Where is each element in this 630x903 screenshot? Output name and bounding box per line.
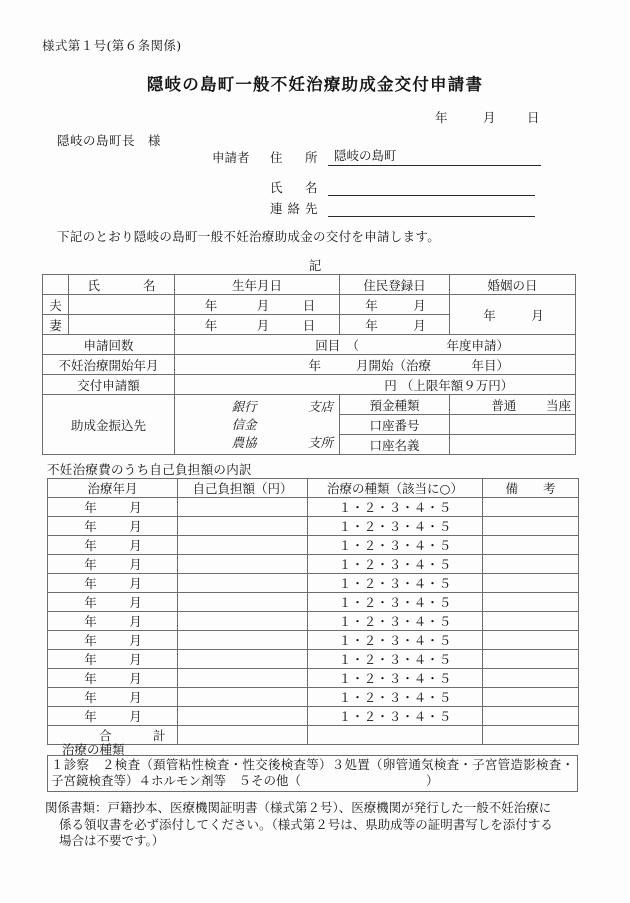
wife-residence-cell[interactable] <box>340 315 450 335</box>
table-row-application-count <box>43 335 576 355</box>
page-title: 隠岐の島町一般不妊治療助成金交付申請書 <box>146 75 484 94</box>
applicant-contact-label: 連絡先 <box>270 201 323 216</box>
treatment-month-cell[interactable] <box>48 612 178 631</box>
self-payment-cell[interactable] <box>178 574 308 593</box>
table-row <box>48 688 579 707</box>
treatment-start-value[interactable] <box>175 355 576 375</box>
treatment-month-label: 月 <box>129 671 142 686</box>
table-row <box>48 650 579 669</box>
treatment-month-cell[interactable] <box>48 555 178 574</box>
remarks-cell[interactable] <box>483 612 579 631</box>
amount-value[interactable] <box>175 375 576 395</box>
table-row-husband <box>43 295 576 315</box>
date-month-label: 月 <box>483 110 496 125</box>
treatment-kind-cell[interactable]: １・２・３・４・５ <box>308 650 483 669</box>
table-row <box>48 517 579 536</box>
required-documents-notes <box>45 800 581 850</box>
table-row-transfer-1 <box>43 395 576 415</box>
applicant-address-label: 住 所 <box>270 150 323 165</box>
total-kind-cell <box>308 726 483 745</box>
self-payment-cell[interactable] <box>178 612 308 631</box>
husband-residence-year: 年 <box>365 297 378 313</box>
transfer-label: 助成金振込先 <box>43 395 175 455</box>
bank-type-nokyo: 農協 <box>231 434 257 450</box>
treatment-year-label: 年 <box>84 671 97 686</box>
bank-type-shinkin: 信金 <box>231 416 257 432</box>
col-head-blank <box>43 275 69 295</box>
husband-residence-month: 月 <box>413 297 426 313</box>
application-count-value[interactable] <box>175 335 576 355</box>
form-number: 様式第１号(第６条関係) <box>42 38 182 53</box>
table-row <box>48 498 579 517</box>
account-number-value[interactable] <box>450 415 576 435</box>
treatment-kind-cell[interactable]: １・２・３・４・５ <box>308 631 483 650</box>
bank-type-bank: 銀行 <box>231 398 257 414</box>
treatment-month-cell[interactable] <box>48 536 178 555</box>
treatment-year-label: 年 <box>84 614 97 629</box>
self-payment-cell[interactable] <box>178 536 308 555</box>
remarks-cell[interactable] <box>483 517 579 536</box>
self-payment-cell[interactable] <box>178 517 308 536</box>
treatment-month-cell[interactable] <box>48 631 178 650</box>
amount-label: 交付申請額 <box>43 375 175 395</box>
treatment-month-label: 月 <box>129 614 142 629</box>
table-row-amount <box>43 375 576 395</box>
remarks-cell[interactable] <box>483 536 579 555</box>
treatment-start-month: 月開始（治療 <box>355 357 431 373</box>
total-label-part-2: 計 <box>152 728 166 743</box>
treatment-month-label: 月 <box>129 500 142 515</box>
account-type-futsu[interactable]: 普通 <box>491 397 517 413</box>
wife-birth-day: 日 <box>302 317 316 333</box>
treatment-month-label: 月 <box>129 557 142 572</box>
treatment-kind-cell[interactable]: １・２・３・４・５ <box>308 688 483 707</box>
table-row <box>48 707 579 726</box>
husband-birth-month: 月 <box>256 297 270 313</box>
col-head-marriage-date: 婚姻の日 <box>450 275 576 295</box>
self-payment-cell[interactable] <box>178 688 308 707</box>
treatment-month-cell[interactable] <box>48 669 178 688</box>
self-payment-cell[interactable] <box>178 707 308 726</box>
husband-name-cell[interactable] <box>69 295 175 315</box>
treatment-month-cell[interactable] <box>48 707 178 726</box>
application-count-label: 申請回数 <box>43 335 175 355</box>
application-statement: 下記のとおり隠岐の島町一般不妊治療助成金の交付を申請します。 <box>57 229 441 244</box>
date-day-label: 日 <box>527 110 540 125</box>
row-label-husband: 夫 <box>43 295 69 315</box>
breakdown-caption: 不妊治療費のうち自己負担額の内訳 <box>47 462 252 477</box>
wife-birth-year: 年 <box>204 317 218 333</box>
applicant-contact-field[interactable] <box>328 215 535 217</box>
treatment-kind-cell[interactable]: １・２・３・４・５ <box>308 593 483 612</box>
treatment-kind-cell[interactable]: １・２・３・４・５ <box>308 669 483 688</box>
treatment-kind-cell[interactable]: １・２・３・４・５ <box>308 707 483 726</box>
treatment-year-label: 年 <box>84 576 97 591</box>
account-type-toza[interactable]: 当座 <box>545 397 571 413</box>
treatment-year-label: 年 <box>84 538 97 553</box>
treatment-month-cell[interactable] <box>48 688 178 707</box>
treatment-kind-cell[interactable]: １・２・３・４・５ <box>308 612 483 631</box>
table-row <box>48 631 579 650</box>
treatment-year-label: 年 <box>84 652 97 667</box>
husband-birth-year: 年 <box>204 297 218 313</box>
table-header-row <box>43 275 576 295</box>
self-payment-cell[interactable] <box>178 555 308 574</box>
applicant-address-row <box>212 145 541 166</box>
self-payment-cell[interactable] <box>178 631 308 650</box>
treatment-month-label: 月 <box>129 690 142 705</box>
treatment-kind-cell[interactable]: １・２・３・４・５ <box>308 498 483 517</box>
remarks-cell[interactable] <box>483 650 579 669</box>
table-row <box>48 612 579 631</box>
marriage-month: 月 <box>531 307 544 323</box>
account-number-label: 口座番号 <box>340 415 450 435</box>
wife-birthdate-cell[interactable] <box>175 315 340 335</box>
treatment-year-label: 年 <box>84 595 97 610</box>
table-row <box>48 555 579 574</box>
table-row <box>48 536 579 555</box>
addressee: 隠岐の島町長 様 <box>57 133 162 148</box>
table-row-treatment-start <box>43 355 576 375</box>
table-row <box>48 574 579 593</box>
application-count-times: 回目 （ <box>315 337 359 353</box>
treatment-year-label: 年 <box>84 690 97 705</box>
treatment-month-cell[interactable] <box>48 517 178 536</box>
remarks-cell[interactable] <box>483 593 579 612</box>
husband-birth-day: 日 <box>302 297 316 313</box>
col-head-treatment-month: 治療年月 <box>48 479 178 498</box>
ki-mark: 記 <box>308 258 322 273</box>
amount-yen-unit: 円 <box>384 377 397 393</box>
remarks-cell[interactable] <box>483 669 579 688</box>
breakdown-header-row <box>48 479 579 498</box>
account-holder-label: 口座名義 <box>340 435 450 455</box>
treatment-kind-cell[interactable]: １・２・３・４・５ <box>308 555 483 574</box>
note-line-1: 関係書類：戸籍抄本、医療機関証明書（様式第２号）、医療機関が発行した一般不妊治療に <box>45 800 552 815</box>
remarks-cell[interactable] <box>483 707 579 726</box>
remarks-cell[interactable] <box>483 555 579 574</box>
note-line-2: 係る領収書を必ず添付してください。（様式第２号は、県助成等の証明書写しを添付する <box>59 816 553 832</box>
treatment-month-label: 月 <box>129 595 142 610</box>
bank-name-cell[interactable] <box>175 395 340 455</box>
treatment-month-label: 月 <box>129 652 142 667</box>
table-row <box>48 669 579 688</box>
treatment-start-years-count: 年目） <box>471 357 509 373</box>
treatment-year-label: 年 <box>84 500 97 515</box>
treatment-month-cell[interactable] <box>48 593 178 612</box>
treatment-month-label: 月 <box>129 576 142 591</box>
amount-limit-note: （上限年額９万円） <box>400 377 514 393</box>
marriage-year: 年 <box>483 307 496 323</box>
total-label-part-1: 合 <box>98 728 112 743</box>
applicant-lead-label: 申請者 <box>212 150 250 165</box>
applicant-address-field[interactable]: 隠岐の島町 <box>328 146 541 166</box>
treatment-start-label: 不妊治療開始年月 <box>43 355 175 375</box>
treatment-month-label: 月 <box>129 538 142 553</box>
treatment-kinds-caption: 治療の種類 <box>62 742 125 757</box>
treatment-kinds-box: １診察 ２検査（頚管粘性検査・性交後検査等）３処置（卵管通気検査・子宮管造影検査・子宮鏡検査等）４ホルモン剤等 ５その他（ ） <box>47 755 578 792</box>
application-count-fiscal-year: 年度申請） <box>446 337 509 353</box>
applicant-details-table <box>42 274 576 455</box>
col-head-name: 氏 名 <box>69 275 175 295</box>
account-type-value[interactable] <box>450 395 576 415</box>
treatment-start-year: 年 <box>308 357 321 373</box>
treatment-year-label: 年 <box>84 633 97 648</box>
self-payment-cell[interactable] <box>178 498 308 517</box>
wife-birth-month: 月 <box>256 317 270 333</box>
col-head-remarks: 備 考 <box>483 479 579 498</box>
col-head-self-payment: 自己負担額（円） <box>178 479 308 498</box>
remarks-cell[interactable] <box>483 498 579 517</box>
col-head-birthdate: 生年月日 <box>175 275 340 295</box>
remarks-cell[interactable] <box>483 574 579 593</box>
table-row-total <box>48 726 579 745</box>
date-year-label: 年 <box>435 110 448 125</box>
table-row <box>48 593 579 612</box>
note-line-3: 場合は不要です。） <box>59 833 165 848</box>
col-head-treatment-kind: 治療の種類（該当に○） <box>308 479 483 498</box>
self-payment-cell[interactable] <box>178 669 308 688</box>
applicant-block <box>212 145 541 217</box>
remarks-cell[interactable] <box>483 631 579 650</box>
applicant-name-row <box>212 175 541 196</box>
treatment-year-label: 年 <box>84 519 97 534</box>
total-self-payment-cell[interactable] <box>178 726 308 745</box>
self-payment-cell[interactable] <box>178 650 308 669</box>
remarks-cell[interactable] <box>483 688 579 707</box>
marriage-date-cell[interactable] <box>450 295 576 335</box>
husband-birthdate-cell[interactable] <box>175 295 340 315</box>
wife-name-cell[interactable] <box>69 315 175 335</box>
applicant-contact-row <box>212 196 541 217</box>
applicant-name-field[interactable] <box>328 194 535 196</box>
treatment-kind-cell[interactable]: １・２・３・４・５ <box>308 536 483 555</box>
breakdown-table <box>47 478 579 745</box>
bank-branch-shisho: 支所 <box>307 434 333 450</box>
self-payment-cell[interactable] <box>178 593 308 612</box>
treatment-kind-cell[interactable]: １・２・３・４・５ <box>308 517 483 536</box>
treatment-month-cell[interactable] <box>48 498 178 517</box>
treatment-month-label: 月 <box>129 709 142 724</box>
account-holder-value[interactable] <box>450 435 576 455</box>
account-type-label: 預金種類 <box>340 395 450 415</box>
husband-residence-cell[interactable] <box>340 295 450 315</box>
treatment-month-cell[interactable] <box>48 574 178 593</box>
treatment-year-label: 年 <box>84 557 97 572</box>
row-label-wife: 妻 <box>43 315 69 335</box>
treatment-kind-cell[interactable]: １・２・３・４・５ <box>308 574 483 593</box>
col-head-residence-date: 住民登録日 <box>340 275 450 295</box>
treatment-month-label: 月 <box>129 519 142 534</box>
wife-residence-year: 年 <box>365 317 378 333</box>
applicant-name-label: 氏 名 <box>270 180 323 195</box>
bank-branch-blank <box>257 416 339 434</box>
document-date-line <box>435 108 575 126</box>
treatment-year-label: 年 <box>84 709 97 724</box>
wife-residence-month: 月 <box>413 317 426 333</box>
total-remarks-cell <box>483 726 579 745</box>
treatment-month-cell[interactable] <box>48 650 178 669</box>
treatment-month-label: 月 <box>129 633 142 648</box>
bank-branch-shiten: 支店 <box>307 398 333 414</box>
